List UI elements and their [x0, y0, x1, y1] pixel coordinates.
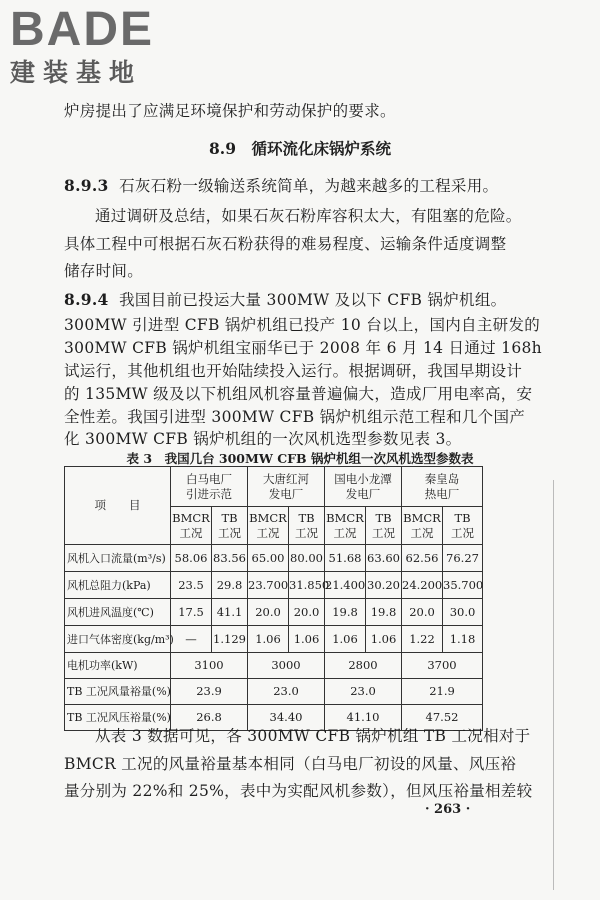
paragraph-line: 我国目前已投运大量 300MW 及以下 CFB 锅炉机组。 — [119, 291, 507, 309]
table-cell: 23.0 — [325, 679, 402, 705]
logo-subtitle: 建装基地 — [10, 58, 143, 87]
paragraph-line: 的 135MW 级及以下机组风机容量普遍偏大，造成厂用电率高，安 — [64, 385, 533, 403]
table-cell: 35.700 — [443, 572, 483, 599]
row-label: 风机入口流量(m³/s) — [65, 545, 171, 572]
scan-edge-rule — [553, 480, 554, 890]
table-cell: 30.0 — [443, 599, 483, 626]
table-cell: 76.27 — [443, 545, 483, 572]
table-row — [65, 679, 483, 705]
paragraph-line: 300MW CFB 锅炉机组宝丽华已于 2008 年 6 月 14 日通过 168h — [64, 339, 542, 357]
table-cell: 31.850 — [289, 572, 325, 599]
fan-parameters-table — [64, 466, 483, 731]
table-cell: 23.5 — [171, 572, 212, 599]
condition-header: TB 工况 — [289, 507, 325, 545]
plant-header: 国电小龙潭 发电厂 — [325, 467, 402, 507]
paragraph-line: 试运行，其他机组也开始陆续投入运行。根据调研，我国早期设计 — [64, 362, 523, 380]
table-caption: 表 3 我国几台 300MW CFB 锅炉机组一次风机选型参数表 — [126, 451, 474, 466]
item-header: 项 目 — [65, 467, 171, 545]
section-title: 8.9 循环流化床锅炉系统 — [209, 139, 391, 158]
paragraph-line: BMCR 工况的风量裕量基本相同（白马电厂初设的风量、风压裕 — [64, 755, 517, 773]
table-cell: 41.1 — [212, 599, 248, 626]
row-label: TB 工况风量裕量(%) — [65, 679, 171, 705]
table-cell: 17.5 — [171, 599, 212, 626]
table-cell: 19.8 — [325, 599, 366, 626]
page-number: · 263 · — [425, 802, 471, 817]
table-cell: 23.0 — [248, 679, 325, 705]
table-cell: 1.22 — [402, 626, 443, 653]
paragraph-line: 量分别为 22%和 25%，表中为实配风机参数），但风压裕量相差较 — [64, 782, 533, 800]
table-cell: 26.8 — [171, 705, 248, 731]
row-label: 风机总阻力(kPa) — [65, 572, 171, 599]
clause-number: 8.9.4 — [64, 290, 109, 309]
paragraph-line: 化 300MW CFB 锅炉机组的一次风机选型参数见表 3。 — [64, 430, 462, 448]
condition-header: TB 工况 — [366, 507, 402, 545]
clause-number: 8.9.3 — [64, 176, 109, 195]
table-cell: 63.60 — [366, 545, 402, 572]
table-cell: 20.0 — [248, 599, 289, 626]
clause-8-9-3 — [64, 174, 498, 196]
table-cell: 3100 — [171, 653, 248, 679]
condition-header: BMCR 工况 — [402, 507, 443, 545]
table-cell: 1.129 — [212, 626, 248, 653]
table-cell: — — [171, 626, 212, 653]
paragraph-line: 石灰石粉一级输送系统简单，为越来越多的工程采用。 — [119, 177, 499, 195]
table-cell: 34.40 — [248, 705, 325, 731]
plant-header: 白马电厂 引进示范 — [171, 467, 248, 507]
paragraph-line: 储存时间。 — [64, 262, 144, 280]
table-cell: 20.0 — [402, 599, 443, 626]
table-cell: 41.10 — [325, 705, 402, 731]
table-cell: 21.400 — [325, 572, 366, 599]
table-cell: 30.20 — [366, 572, 402, 599]
paragraph-line: 通过调研及总结，如果石灰石粉库容积太大，有阻塞的危险。 — [95, 207, 522, 225]
paragraph-line: 从表 3 数据可见，各 300MW CFB 锅炉机组 TB 工况相对于 — [95, 727, 531, 745]
table-cell: 19.8 — [366, 599, 402, 626]
table-cell: 1.06 — [325, 626, 366, 653]
plant-header: 大唐红河 发电厂 — [248, 467, 325, 507]
condition-header: TB 工况 — [443, 507, 483, 545]
table-cell: 1.06 — [289, 626, 325, 653]
paragraph-line: 全性差。我国引进型 300MW CFB 锅炉机组示范工程和几个国产 — [64, 408, 526, 426]
table-cell: 62.56 — [402, 545, 443, 572]
table-cell: 47.52 — [402, 705, 483, 731]
intro-line: 炉房提出了应满足环境保护和劳动保护的要求。 — [64, 102, 396, 120]
logo-wordmark: BADE — [10, 3, 155, 56]
table-cell: 29.8 — [212, 572, 248, 599]
table-cell: 1.06 — [366, 626, 402, 653]
paragraph-line: 300MW 引进型 CFB 锅炉机组已投产 10 台以上，国内自主研发的 — [64, 316, 541, 334]
table-cell: 1.06 — [248, 626, 289, 653]
table-cell: 51.68 — [325, 545, 366, 572]
table-cell: 58.06 — [171, 545, 212, 572]
row-label: 风机进风温度(℃) — [65, 599, 171, 626]
condition-header: BMCR 工况 — [325, 507, 366, 545]
table-cell: 1.18 — [443, 626, 483, 653]
plant-header: 秦皇岛 热电厂 — [402, 467, 483, 507]
table-cell: 3000 — [248, 653, 325, 679]
table-cell: 2800 — [325, 653, 402, 679]
table-cell: 23.9 — [171, 679, 248, 705]
row-label: TB 工况风压裕量(%) — [65, 705, 171, 731]
table-cell: 3700 — [402, 653, 483, 679]
table-row — [65, 599, 483, 626]
row-label: 电机功率(kW) — [65, 653, 171, 679]
table-row — [65, 545, 483, 572]
paragraph-line: 具体工程中可根据石灰石粉获得的难易程度、运输条件适度调整 — [64, 235, 507, 253]
bade-logo — [10, 4, 180, 88]
table-cell: 23.700 — [248, 572, 289, 599]
table-row — [65, 572, 483, 599]
table-row — [65, 626, 483, 653]
table-cell: 80.00 — [289, 545, 325, 572]
table-cell: 21.9 — [402, 679, 483, 705]
clause-8-9-4 — [64, 288, 506, 310]
row-label: 进口气体密度(kg/m³) — [65, 626, 171, 653]
table-cell: 20.0 — [289, 599, 325, 626]
table-cell: 83.56 — [212, 545, 248, 572]
table-cell: 65.00 — [248, 545, 289, 572]
table-cell: 24.200 — [402, 572, 443, 599]
condition-header: BMCR 工况 — [248, 507, 289, 545]
condition-header: TB 工况 — [212, 507, 248, 545]
table-row — [65, 653, 483, 679]
condition-header: BMCR 工况 — [171, 507, 212, 545]
